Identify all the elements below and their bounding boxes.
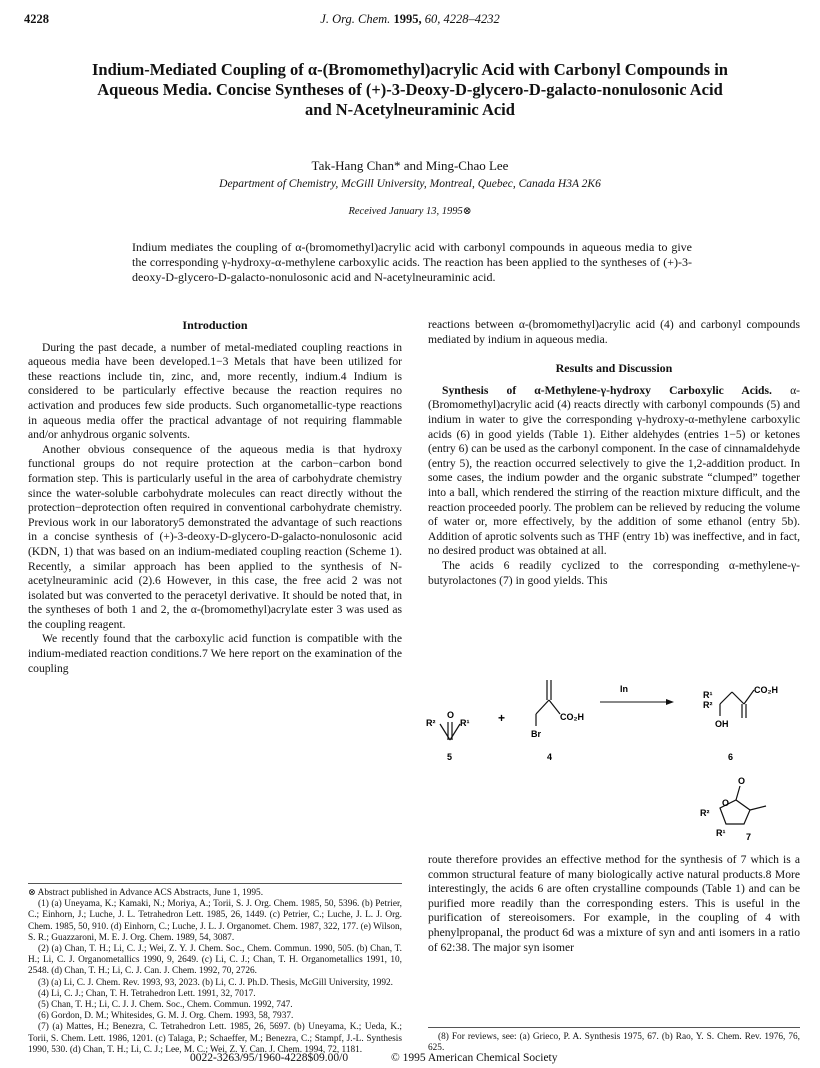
compound-5-structure [440, 722, 460, 740]
article-title: Indium-Mediated Coupling of α-(Bromomethyl)acrylic Acid with Carbonyl Compounds in Aqueous Media. Concise Syntheses of (+)-3-Deoxy-D-glycero-D-galacto-nonulosonic Acid and N-Acetylneuraminic Acid [92, 60, 728, 119]
journal-year: 1995, [393, 12, 422, 26]
atom-r1-5: R¹ [460, 718, 470, 728]
atom-r2-7: R² [700, 808, 710, 818]
abstract: Indium mediates the coupling of α-(bromomethyl)acrylic acid with carbonyl compounds in aqueous media to give the corresponding γ-hydroxy-α-methylene carboxylic acids. The reaction has been applied to the syntheses of (+)-3-deoxy-D-glycero-D-galacto-nonulosonic acid and N-acetylneuraminic acid. [132, 240, 692, 285]
atom-o-carbonyl-7: O [738, 776, 746, 786]
atom-oh-6: OH [715, 719, 729, 729]
footnote-2: (2) (a) Chan, T. H.; Li, C. J.; Wei, Z. Y. J. Chem. Soc., Chem. Commun. 1990, 505. (b) Chan, T. H.; Li, C. J. Organometallics 1990, 9, 2649. (c) Li, C. J.; Chan, T. H. Organometallics 1991, 10, 2548. (d) Chan, T. H.; Li, C. J. Can. J. Chem. 1992, 70, 2726. [28, 944, 402, 977]
footnote-1: (1) (a) Uneyama, K.; Kamaki, N.; Moriya, A.; Torii, S. J. Org. Chem. 1985, 50, 5396. (b) Petrier, C.; Einhorn, J.; Luche, J. L. Tetrahedron Lett. 1985, 26, 1449. (c) Petrier, C.; Luche, J. L. J. Org. Chem. 1985, 50, 910. (d) Einhorn, C.; Luche, J. L. J. Organomet. Chem. 1987, 322, 177. (e) Wilson, S. R.; Guazzaroni, M. E. J. Org. Chem. 1989, 54, 3087. [28, 899, 402, 943]
right-column [428, 318, 800, 588]
footnote-3: (3) (a) Li, C. J. Chem. Rev. 1993, 93, 2023. (b) Li, C. J. Ph.D. Thesis, McGill University, 1992. [38, 977, 393, 988]
right-paragraph-0: reactions between α-(bromomethyl)acrylic acid (4) and carbonyl compounds mediated by indium in aqueous media. [428, 318, 800, 346]
intro-paragraph-1: During the past decade, a number of metal-mediated coupling reactions in aqueous media have been developed.1−3 Metals that have been utilized for these reactions include tin, zinc, and, more recently, indium.4 Indium is considered to be particularly effective because the reaction requires no activation and produces few side products. Such organometallic-type reactions in aqueous media offer the practical advantage of not requiring flammable and/or anhydrous organic solvents. [28, 340, 402, 442]
left-column [28, 318, 402, 676]
atom-r1-7: R¹ [716, 828, 726, 838]
arrow-head [666, 699, 674, 705]
page-number: 4228 [24, 12, 49, 26]
atom-o-ring-7: O [722, 798, 730, 808]
intro-paragraph-2: Another obvious consequence of the aqueous media is that hydroxy functional groups do not require protection at the carbon−carbon bond formation step. This is particularly useful in the area of carbohydrate chemistry since the water-soluble carbohydrate molecules can react directly without the protection−deprotection often required in conventional carbohydrate chemistry. Previous work in our laboratory5 demonstrated the advantage of such reactions in a concise synthesis of (+)-3-deoxy-D-glycero-D-galacto-nonulosonic acid (KDN, 1) that was based on an indium-mediated coupling reaction (Scheme 1). Recently, a similar approach has been applied to the synthesis of N-acetylneuraminic acid (2).6 However, in this case, the free acid 2 was not isolated but was converted to the peracetyl derivative. It should be noted that, in the syntheses of both 1 and 2, the α-(bromomethyl)acrylate ester 3 was used as the coupling reagent. [28, 442, 402, 631]
results-paragraph-1-text: α-(Bromomethyl)acrylic acid (4) reacts directly with carbonyl compounds (5) and indium in water to give the corresponding γ-hydroxy-α-methylene carboxylic acids (6) in good yields (Table 1). Either aldehydes (entries 1−5) or ketones (entry 6) can be used as the carbonyl component. In the case of cinnamaldehyde (entry 5), the reaction occurred selectively to give the 1,2-addition product. In some cases, the indium powder and the organic substrate “clumped” together into a ball, which rendered the stirring of the reaction mixture difficult, and the reaction proceeded poorly. The problem can be relieved by reducing the volume of water or, more effectively, by the addition of some ethanol (entry 5b). Addition of aprotic solvents such as THF (entry 1b) was ineffective, and in fact, no desired product was obtained at all. [428, 383, 800, 558]
journal-citation [0, 12, 820, 27]
plus-sign: + [498, 711, 506, 725]
compound-4-structure [536, 680, 560, 726]
footnote-4: (4) Li, C. J.; Chan, T. H. Tetrahedron Lett. 1991, 32, 7017. [38, 988, 256, 999]
intro-paragraph-3: We recently found that the carboxylic acid function is compatible with the indium-mediated reaction conditions.7 We here report on the examination of the coupling [28, 632, 402, 675]
label-5: 5 [447, 752, 453, 762]
atom-r2-6: R² [703, 700, 713, 710]
results-heading: Results and Discussion [555, 361, 673, 376]
footnote-5: (5) Chan, T. H.; Li, C. J. J. Chem. Soc., Chem. Commun. 1992, 747. [38, 1000, 293, 1011]
subsection-heading: Synthesis of α-Methylene-γ-hydroxy Carboxylic Acids. [442, 383, 772, 397]
reagent-indium: In [620, 684, 628, 694]
copyright: © 1995 American Chemical Society [391, 1052, 558, 1064]
page-footer [190, 1052, 810, 1064]
intro-heading: Introduction [182, 318, 248, 332]
atom-o-5: O [447, 710, 455, 720]
authors: Tak-Hang Chan* and Ming-Chao Lee [311, 158, 509, 173]
received-date: Received January 13, 1995⊗ [348, 206, 472, 217]
label-7: 7 [746, 832, 752, 842]
affiliation: Department of Chemistry, McGill University, Montreal, Quebec, Canada H3A 2K6 [219, 178, 601, 190]
label-4: 4 [547, 752, 553, 762]
atom-r2-5: R² [426, 718, 436, 728]
reaction-scheme [420, 660, 810, 845]
atom-co2h-6: CO₂H [754, 685, 778, 695]
results-paragraph-1 [428, 384, 800, 559]
journal-volume-pages: 60, 4228–4232 [424, 12, 500, 26]
footnotes-right [428, 1027, 800, 1054]
footnote-8: (8) For reviews, see: (a) Grieco, P. A. Synthesis 1975, 67. (b) Rao, Y. S. Chem. Rev. 1976, 76, 625. [428, 1032, 800, 1054]
label-6: 6 [728, 752, 734, 762]
atom-co2h-4: CO₂H [560, 712, 584, 722]
compound-6-structure [720, 690, 754, 718]
article-code: 0022-3263/95/1960-4228$09.00/0 [190, 1052, 349, 1064]
footnote-6: (6) Gordon, D. M.; Whitesides, G. M. J. Org. Chem. 1993, 58, 7937. [38, 1011, 294, 1022]
footnote-abstract: ⊗ Abstract published in Advance ACS Abstracts, June 1, 1995. [28, 888, 264, 898]
footnotes-left [28, 883, 402, 1056]
right-column-lower [428, 853, 800, 955]
atom-br-4: Br [531, 729, 542, 739]
results-paragraph-2: The acids 6 readily cyclized to the corresponding α-methylene-γ-butyrolactones (7) in good yields. This [428, 558, 800, 587]
journal-name: J. Org. Chem. [320, 12, 391, 26]
footnote-7: (7) (a) Mattes, H.; Benezra, C. Tetrahedron Lett. 1985, 26, 5697. (b) Uneyama, K.; Ueda, K.; Torii, S. Chem. Lett. 1986, 1201. (c) Talaga, P.; Schaeffer, M.; Benezra, C.; Stampf, J.-L. Synthesis 1990, 530. (d) Chan, T. H.; Li, C. J.; Lee, M. C.; Wei, Z. Y. Can. J. Chem. 1994, 72, 1181. [28, 1022, 402, 1055]
atom-r1-6: R¹ [703, 690, 713, 700]
results-paragraph-3: route therefore provides an effective method for the synthesis of 7 which is a common structural feature of many biologically active natural products.8 More interestingly, the acids 6 are often crystalline compounds (Table 1) and can be purified more readily than the corresponding esters. This is useful in the purification of stereoisomers. For example, in the coupling of 4 with phenylpropanal, the product 6d was a mixture of syn and anti isomers in a ratio of 62:38. The major syn isomer [428, 853, 800, 954]
